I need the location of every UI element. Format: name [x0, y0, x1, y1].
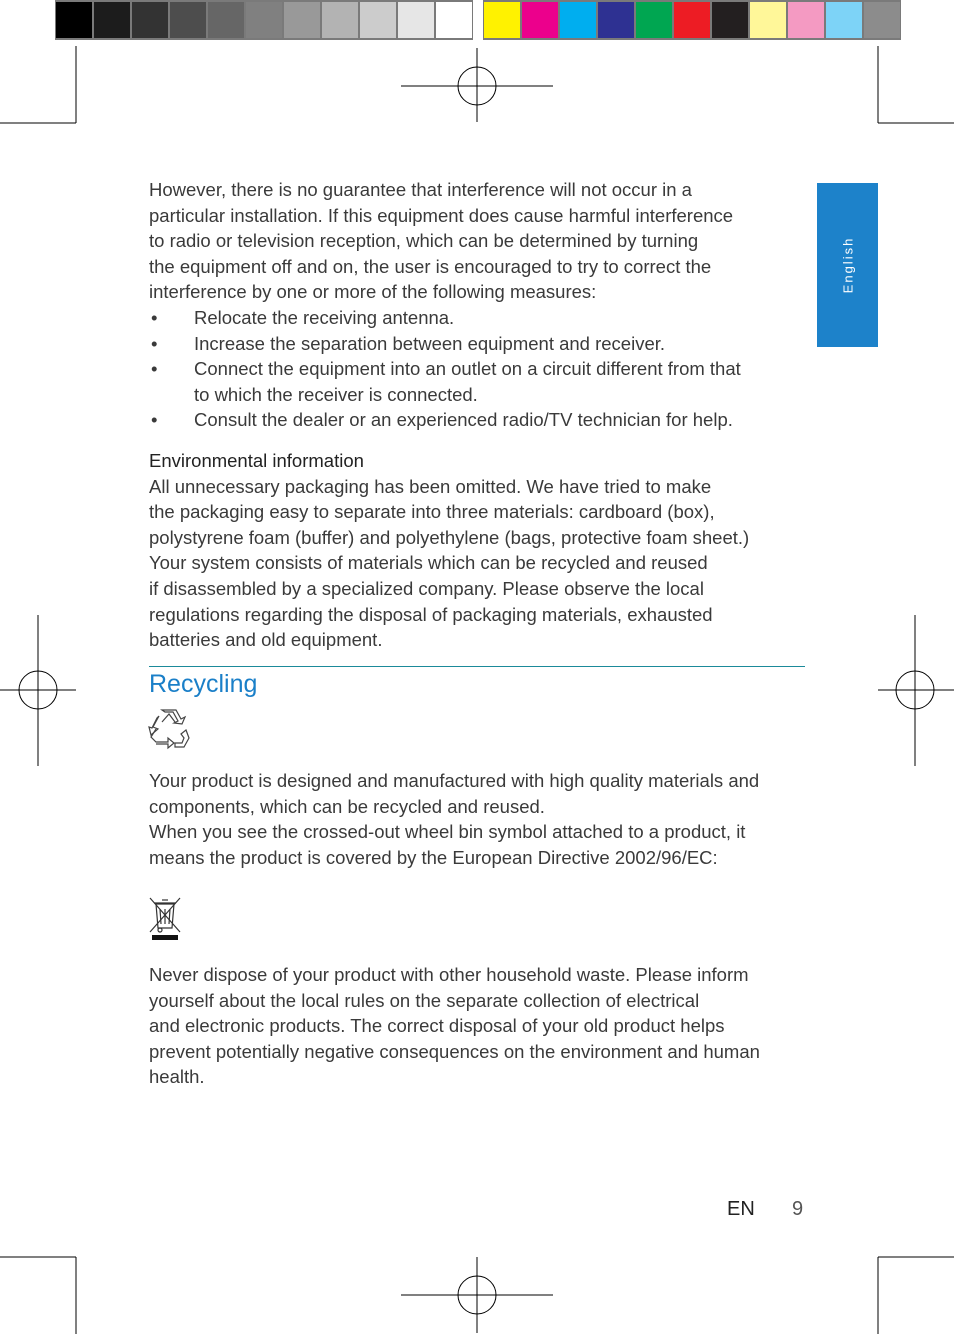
measure-text: Increase the separation between equipment and receiver.: [194, 332, 666, 354]
text-line: Your system consists of materials which can be recycled and reused: [149, 552, 708, 574]
language-tab-label: English: [840, 236, 855, 294]
text-line: Your product is designed and manufactured with high quality materials and: [149, 770, 760, 791]
measure-list-item: [149, 356, 809, 407]
bullet-dot: •: [151, 358, 158, 380]
recycling-paragraph-2: [149, 962, 809, 1090]
recycle-icon: [148, 708, 190, 750]
text-line: to radio or television reception, which can be determined by turning: [149, 230, 699, 252]
page-number: 9: [792, 1198, 804, 1220]
text-line: However, there is no guarantee that interference will not occur in a: [149, 179, 692, 200]
measure-text: to which the receiver is connected.: [194, 383, 478, 405]
footer-language-code: EN: [727, 1198, 755, 1220]
text-line: regulations regarding the disposal of packaging materials, exhausted: [149, 603, 713, 625]
text-line: components, which can be recycled and reused.: [149, 795, 545, 817]
text-line: health.: [149, 1066, 205, 1088]
measure-text: Relocate the receiving antenna.: [194, 306, 455, 328]
recycling-paragraph-1: [149, 768, 809, 870]
language-tab: [817, 183, 878, 347]
measure-list-item: [149, 407, 809, 433]
bullet-dot: •: [151, 306, 158, 328]
environmental-section: [149, 448, 809, 653]
text-line: Never dispose of your product with other household waste. Please inform: [149, 964, 749, 985]
interference-paragraph: [149, 177, 809, 305]
bullet-dot: •: [151, 409, 158, 431]
measure-list-item: [149, 305, 809, 331]
recycling-heading: Recycling: [149, 670, 258, 698]
text-line: the equipment off and on, the user is encouraged to try to correct the: [149, 255, 712, 277]
text-line: All unnecessary packaging has been omitted. We have tried to make: [149, 475, 712, 497]
text-line: batteries and old equipment.: [149, 629, 383, 651]
measures-list: [149, 305, 809, 433]
interference-section: [149, 177, 809, 433]
text-line: and electronic products. The correct disposal of your old product helps: [149, 1015, 725, 1037]
text-line: polystyrene foam (buffer) and polyethylene (bags, protective foam sheet.): [149, 526, 750, 548]
crossed-out-wheelie-bin-icon: [148, 894, 182, 942]
text-line: yourself about the local rules on the separate collection of electrical: [149, 989, 700, 1011]
text-line: prevent potentially negative consequences on the environment and human: [149, 1040, 760, 1062]
measure-list-item: [149, 331, 809, 357]
measure-text: Connect the equipment into an outlet on a circuit different from that: [194, 358, 741, 380]
measure-text: Consult the dealer or an experienced radio/TV technician for help.: [194, 409, 733, 431]
environmental-paragraph: [149, 474, 809, 653]
text-line: the packaging easy to separate into three materials: cardboard (box),: [149, 501, 715, 523]
text-line: means the product is covered by the European Directive 2002/96/EC:: [149, 846, 718, 868]
section-divider: [149, 666, 805, 667]
environmental-title: Environmental information: [149, 450, 364, 471]
text-line: particular installation. If this equipment does cause harmful interference: [149, 204, 734, 226]
text-line: When you see the crossed-out wheel bin symbol attached to a product, it: [149, 821, 746, 843]
text-line: if disassembled by a specialized company. Please observe the local: [149, 577, 704, 599]
bullet-dot: •: [151, 332, 158, 354]
text-line: interference by one or more of the following measures:: [149, 281, 597, 303]
